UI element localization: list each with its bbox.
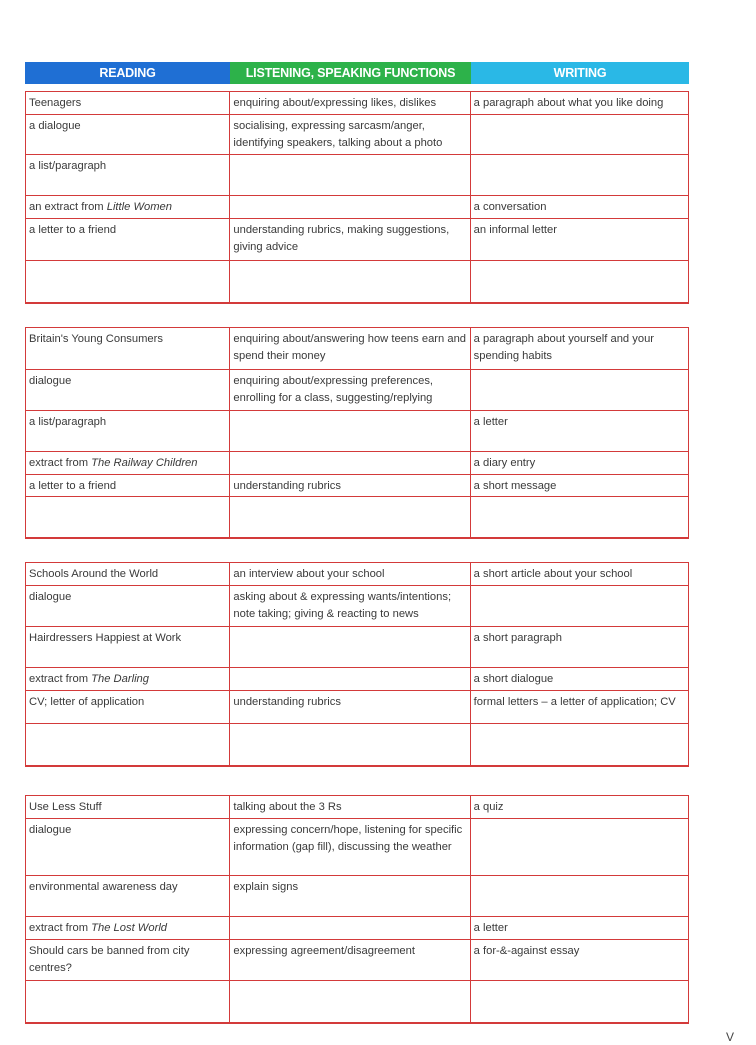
writing-cell: a conversation	[473, 201, 547, 213]
reading-cell	[26, 155, 230, 195]
writing-cell: a quiz	[473, 801, 504, 813]
reading-text: Use Less Stuff	[29, 801, 102, 813]
listening-speaking-cell: enquiring about/answering how teens earn and spend their money	[230, 328, 470, 369]
listening-speaking-cell	[230, 497, 470, 537]
reading-text: Britain's Young Consumers	[29, 333, 163, 345]
table-row	[26, 563, 688, 586]
reading-cell	[26, 219, 230, 260]
table-row	[26, 411, 688, 452]
listening-speaking-cell	[230, 452, 470, 474]
table-row	[26, 796, 688, 819]
reading-cell	[26, 627, 230, 667]
listening-speaking-cell: understanding rubrics	[230, 691, 470, 723]
writing-cell: a paragraph about what you like doing	[473, 97, 664, 109]
reading-cell	[26, 328, 230, 369]
reading-text: extract from	[29, 922, 92, 934]
writing-header: WRITING	[471, 62, 689, 84]
reading-cell	[26, 586, 230, 626]
reading-cell	[26, 196, 230, 218]
reading-text: dialogue	[29, 591, 72, 603]
reading-cell	[26, 497, 230, 537]
reading-text: a list/paragraph	[29, 416, 107, 428]
reading-cell	[26, 261, 230, 302]
reading-cell	[26, 940, 230, 980]
listening-speaking-cell: talking about the 3 Rs	[230, 796, 470, 818]
reading-cell	[26, 691, 230, 723]
reading-title-italic: The Darling	[91, 673, 149, 685]
reading-cell	[26, 981, 230, 1022]
writing-cell	[471, 115, 688, 154]
listening-speaking-cell: explain signs	[230, 876, 470, 916]
writing-cell	[471, 981, 688, 1022]
reading-text: dialogue	[29, 375, 72, 387]
writing-cell	[471, 370, 688, 410]
reading-cell	[26, 452, 230, 474]
table-row	[26, 196, 688, 219]
unit-table	[25, 795, 689, 1024]
writing-cell: a paragraph about yourself and your spending habits	[473, 333, 655, 362]
writing-cell	[471, 155, 688, 195]
listening-speaking-cell	[230, 196, 470, 218]
reading-text: an extract from	[29, 201, 107, 213]
reading-text: a letter to a friend	[29, 480, 117, 492]
reading-header: READING	[25, 62, 230, 84]
reading-text: extract from	[29, 457, 92, 469]
writing-cell: an informal letter	[473, 224, 557, 236]
listening-speaking-cell: understanding rubrics, making suggestions, giving advice	[230, 219, 470, 260]
writing-cell	[471, 586, 688, 626]
writing-cell: a short article about your school	[473, 568, 633, 580]
table-row	[26, 92, 688, 115]
reading-text: Schools Around the World	[29, 568, 159, 580]
reading-text: Hairdressers Happiest at Work	[29, 632, 182, 644]
table-row	[26, 668, 688, 691]
table-row	[26, 452, 688, 475]
reading-cell	[26, 819, 230, 875]
writing-cell	[471, 819, 688, 875]
reading-text: a list/paragraph	[29, 160, 107, 172]
reading-cell	[26, 370, 230, 410]
table-row	[26, 219, 688, 261]
reading-text: dialogue	[29, 824, 72, 836]
reading-cell	[26, 917, 230, 939]
listening-speaking-cell: enquiring about/expressing preferences, enrolling for a class, suggesting/replying	[230, 370, 470, 410]
table-row	[26, 115, 688, 155]
unit-table	[25, 91, 689, 304]
reading-text: Should cars be banned from city centres?	[29, 945, 190, 974]
listening-speaking-cell	[230, 261, 470, 302]
table-row	[26, 627, 688, 668]
table-row	[26, 586, 688, 627]
reading-cell	[26, 668, 230, 690]
listening-speaking-cell: expressing agreement/disagreement	[230, 940, 470, 980]
table-row	[26, 328, 688, 370]
reading-text: environmental awareness day	[29, 881, 178, 893]
table-row	[26, 497, 688, 537]
listening-speaking-cell	[230, 981, 470, 1022]
listening-speaking-cell: asking about & expressing wants/intentions; note taking; giving & reacting to news	[230, 586, 470, 626]
reading-cell	[26, 724, 230, 765]
listening-speaking-cell: an interview about your school	[230, 563, 470, 585]
table-row	[26, 981, 688, 1022]
reading-cell	[26, 411, 230, 451]
reading-cell	[26, 796, 230, 818]
listening-speaking-cell: socialising, expressing sarcasm/anger, identifying speakers, talking about a photo	[230, 115, 470, 154]
listening-speaking-cell: understanding rubrics	[230, 475, 470, 496]
writing-cell	[471, 261, 688, 302]
writing-cell: a letter	[473, 922, 508, 934]
table-row	[26, 261, 688, 302]
reading-text: a letter to a friend	[29, 224, 117, 236]
table-row	[26, 917, 688, 940]
listening-speaking-cell	[230, 917, 470, 939]
writing-cell: a short message	[473, 480, 557, 492]
writing-cell: a diary entry	[473, 457, 536, 469]
listening-speaking-cell	[230, 668, 470, 690]
writing-cell	[471, 724, 688, 765]
reading-cell	[26, 563, 230, 585]
unit-table	[25, 562, 689, 767]
reading-cell	[26, 115, 230, 154]
table-row	[26, 724, 688, 765]
listening-speaking-cell	[230, 411, 470, 451]
listening-speaking-cell	[230, 155, 470, 195]
writing-cell	[471, 876, 688, 916]
reading-text: Teenagers	[29, 97, 82, 109]
page-number: V	[726, 1030, 735, 1044]
table-row	[26, 475, 688, 497]
reading-text: CV; letter of application	[29, 696, 145, 708]
writing-cell: formal letters – a letter of application; CV	[473, 696, 676, 708]
table-row	[26, 876, 688, 917]
table-row	[26, 155, 688, 196]
listening-speaking-cell	[230, 724, 470, 765]
reading-text: extract from	[29, 673, 92, 685]
writing-cell	[471, 497, 688, 537]
table-row	[26, 691, 688, 724]
reading-title-italic: The Railway Children	[91, 457, 198, 469]
table-row	[26, 819, 688, 876]
listening-speaking-cell: expressing concern/hope, listening for specific information (gap fill), discussing the weather	[230, 819, 470, 875]
unit-table	[25, 327, 689, 539]
reading-cell	[26, 876, 230, 916]
writing-cell: a for-&-against essay	[473, 945, 580, 957]
reading-title-italic: Little Women	[106, 201, 173, 213]
reading-cell	[26, 92, 230, 114]
reading-cell	[26, 475, 230, 496]
listening-speaking-header: LISTENING, SPEAKING FUNCTIONS	[230, 62, 471, 84]
writing-cell: a short dialogue	[473, 673, 554, 685]
table-row	[26, 370, 688, 411]
table-row	[26, 940, 688, 981]
listening-speaking-cell	[230, 627, 470, 667]
reading-title-italic: The Lost World	[91, 922, 168, 934]
writing-cell: a letter	[473, 416, 508, 428]
listening-speaking-cell: enquiring about/expressing likes, dislikes	[230, 92, 470, 114]
writing-cell: a short paragraph	[473, 632, 562, 644]
column-header-row	[25, 62, 689, 84]
reading-text: a dialogue	[29, 120, 81, 132]
